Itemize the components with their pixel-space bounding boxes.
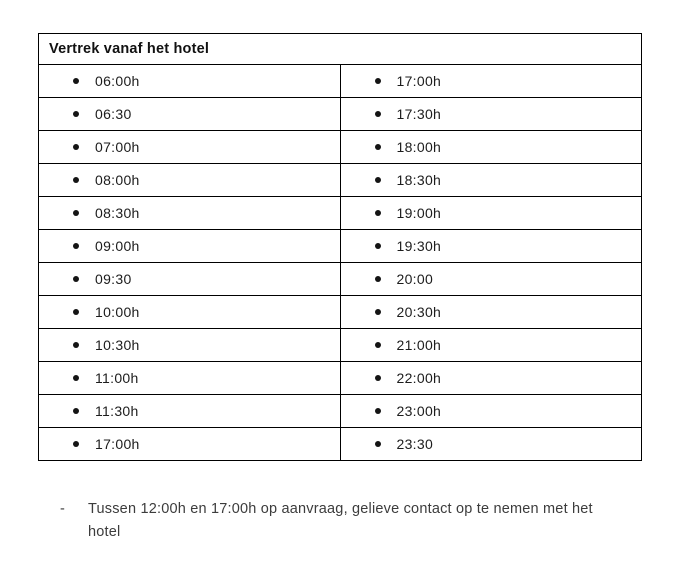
table-header-row <box>39 34 642 65</box>
departure-times-table <box>38 33 642 461</box>
bullet-icon <box>375 144 381 150</box>
bullet-icon <box>73 375 79 381</box>
bullet-icon <box>73 342 79 348</box>
note-text: Tussen 12:00h en 17:00h op aanvraag, gelieve contact op te nemen met het hotel <box>88 501 593 540</box>
table-row <box>39 131 642 164</box>
time-cell <box>39 230 341 263</box>
time-cell <box>39 263 341 296</box>
bullet-icon <box>73 309 79 315</box>
time-cell <box>340 197 642 230</box>
bullet-icon <box>73 111 79 117</box>
dash-marker-icon: - <box>60 501 66 517</box>
time-cell <box>39 131 341 164</box>
bullet-icon <box>73 177 79 183</box>
time-cell <box>340 428 642 461</box>
time-cell <box>39 329 341 362</box>
departure-time: 08:30h <box>95 205 140 221</box>
departure-time: 18:30h <box>396 172 442 188</box>
departure-time: 11:30h <box>95 403 139 419</box>
table-title: Vertrek vanaf het hotel <box>39 34 642 65</box>
bullet-icon <box>73 408 79 414</box>
bullet-icon <box>375 375 381 381</box>
table-row <box>39 428 642 461</box>
time-cell <box>340 329 642 362</box>
bullet-icon <box>375 210 381 216</box>
time-cell <box>39 98 341 131</box>
table-row <box>39 263 642 296</box>
time-cell <box>340 296 642 329</box>
departure-time: 10:30h <box>95 337 140 353</box>
table-row <box>39 296 642 329</box>
time-cell <box>39 428 341 461</box>
table-row <box>39 230 642 263</box>
time-cell <box>340 164 642 197</box>
time-cell <box>340 362 642 395</box>
bullet-icon <box>73 210 79 216</box>
bullet-icon <box>375 243 381 249</box>
bullet-icon <box>375 276 381 282</box>
bullet-icon <box>375 177 381 183</box>
bullet-icon <box>375 408 381 414</box>
bullet-icon <box>375 441 381 447</box>
time-cell <box>340 230 642 263</box>
bullet-icon <box>73 243 79 249</box>
bullet-icon <box>73 441 79 447</box>
departure-time: 22:00h <box>396 370 442 386</box>
departure-time: 10:00h <box>95 304 140 320</box>
time-cell <box>39 197 341 230</box>
departure-time: 19:00h <box>396 205 442 221</box>
bullet-icon <box>375 111 381 117</box>
time-cell <box>39 164 341 197</box>
bullet-icon <box>375 78 381 84</box>
time-cell <box>39 395 341 428</box>
time-cell <box>39 296 341 329</box>
departure-time: 09:00h <box>95 238 140 254</box>
time-cell <box>39 362 341 395</box>
table-row <box>39 98 642 131</box>
departure-time: 06:30 <box>95 106 132 122</box>
departure-time: 18:00h <box>396 139 442 155</box>
bullet-icon <box>73 78 79 84</box>
table-row <box>39 395 642 428</box>
departure-time: 17:00h <box>95 436 140 452</box>
table-row <box>39 164 642 197</box>
departure-time: 19:30h <box>396 238 442 254</box>
departure-time: 23:30 <box>396 436 434 452</box>
departure-time: 17:00h <box>396 73 442 89</box>
departure-time: 20:30h <box>396 304 442 320</box>
time-cell <box>340 65 642 98</box>
time-cell <box>340 131 642 164</box>
time-cell <box>39 65 341 98</box>
departure-time: 21:00h <box>396 337 442 353</box>
note-on-request <box>60 498 616 544</box>
table-row <box>39 329 642 362</box>
departure-time: 20:00 <box>396 271 434 287</box>
bullet-icon <box>375 309 381 315</box>
departure-time: 17:30h <box>396 106 442 122</box>
table-row <box>39 362 642 395</box>
table-row <box>39 65 642 98</box>
departure-time: 09:30 <box>95 271 132 287</box>
departure-time: 06:00h <box>95 73 140 89</box>
departure-time: 08:00h <box>95 172 140 188</box>
departure-time: 23:00h <box>396 403 442 419</box>
bullet-icon <box>375 342 381 348</box>
departure-time: 11:00h <box>95 370 139 386</box>
departure-time: 07:00h <box>95 139 140 155</box>
time-cell <box>340 263 642 296</box>
time-cell <box>340 98 642 131</box>
table-row <box>39 197 642 230</box>
bullet-icon <box>73 276 79 282</box>
time-cell <box>340 395 642 428</box>
bullet-icon <box>73 144 79 150</box>
